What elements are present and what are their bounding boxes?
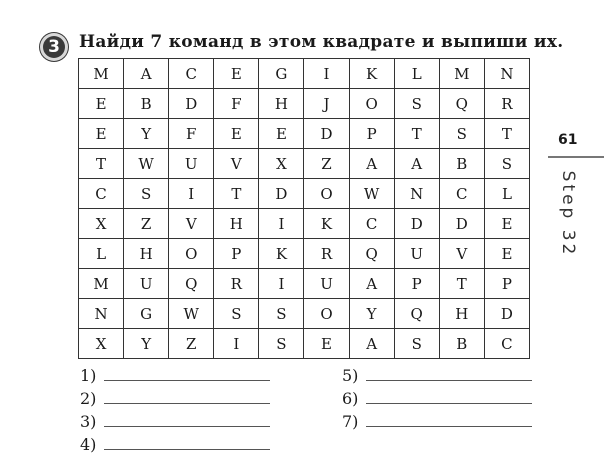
grid-cell: Q — [349, 239, 394, 269]
grid-cell: P — [214, 239, 259, 269]
grid-cell: A — [124, 59, 169, 89]
answer-blank-line[interactable] — [104, 380, 270, 381]
grid-cell: A — [349, 149, 394, 179]
grid-cell: U — [394, 239, 439, 269]
grid-cell: W — [349, 179, 394, 209]
grid-row — [79, 149, 530, 179]
grid-cell: C — [484, 329, 529, 359]
grid-row — [79, 269, 530, 299]
page-divider — [548, 156, 604, 158]
grid-cell: C — [439, 179, 484, 209]
grid-cell: Z — [304, 149, 349, 179]
grid-cell: P — [349, 119, 394, 149]
grid-cell: Q — [439, 89, 484, 119]
grid-cell: P — [394, 269, 439, 299]
answer-item[interactable] — [342, 366, 532, 385]
grid-cell: D — [394, 209, 439, 239]
grid-cell: A — [394, 149, 439, 179]
grid-cell: S — [439, 119, 484, 149]
answer-item[interactable] — [80, 435, 270, 454]
grid-cell: I — [259, 269, 304, 299]
answer-number: 7) — [342, 412, 359, 431]
grid-cell: S — [124, 179, 169, 209]
grid-cell: I — [259, 209, 304, 239]
grid-cell: K — [304, 209, 349, 239]
grid-cell: X — [79, 329, 124, 359]
answer-number: 3) — [80, 412, 97, 431]
grid-cell: K — [259, 239, 304, 269]
grid-cell: H — [259, 89, 304, 119]
grid-cell: A — [349, 269, 394, 299]
grid-cell: A — [349, 329, 394, 359]
grid-cell: D — [439, 209, 484, 239]
grid-cell: C — [169, 59, 214, 89]
grid-cell: W — [169, 299, 214, 329]
grid-cell: S — [259, 299, 304, 329]
grid-cell: H — [439, 299, 484, 329]
grid-cell: G — [124, 299, 169, 329]
answer-number: 6) — [342, 389, 359, 408]
grid-cell: M — [79, 269, 124, 299]
answer-number: 5) — [342, 366, 359, 385]
grid-cell: Q — [169, 269, 214, 299]
page-number: 61 — [558, 132, 578, 148]
grid-cell: T — [484, 119, 529, 149]
grid-row — [79, 89, 530, 119]
answer-blank-line[interactable] — [366, 426, 532, 427]
grid-cell: Q — [394, 299, 439, 329]
grid-cell: O — [169, 239, 214, 269]
answer-blank-line[interactable] — [104, 403, 270, 404]
grid-cell: M — [79, 59, 124, 89]
grid-row — [79, 329, 530, 359]
grid-cell: E — [259, 119, 304, 149]
answer-item[interactable] — [80, 412, 270, 431]
grid-row — [79, 59, 530, 89]
grid-cell: B — [124, 89, 169, 119]
grid-cell: O — [349, 89, 394, 119]
grid-cell: K — [349, 59, 394, 89]
grid-cell: B — [439, 149, 484, 179]
grid-row — [79, 239, 530, 269]
grid-cell: D — [304, 119, 349, 149]
grid-cell: O — [304, 299, 349, 329]
grid-cell: H — [124, 239, 169, 269]
grid-cell: S — [394, 89, 439, 119]
grid-cell: S — [214, 299, 259, 329]
grid-cell: P — [484, 269, 529, 299]
grid-cell: X — [259, 149, 304, 179]
grid-cell: U — [169, 149, 214, 179]
grid-cell: L — [484, 179, 529, 209]
grid-cell: R — [304, 239, 349, 269]
grid-cell: C — [349, 209, 394, 239]
grid-cell: C — [79, 179, 124, 209]
grid-cell: U — [124, 269, 169, 299]
grid-cell: S — [484, 149, 529, 179]
answer-blank-line[interactable] — [366, 380, 532, 381]
answer-number: 4) — [80, 435, 97, 454]
grid-cell: M — [439, 59, 484, 89]
grid-cell: Z — [169, 329, 214, 359]
grid-cell: Z — [124, 209, 169, 239]
grid-cell: T — [79, 149, 124, 179]
answer-item[interactable] — [80, 389, 270, 408]
answer-blank-line[interactable] — [104, 426, 270, 427]
answer-number: 2) — [80, 389, 97, 408]
grid-cell: E — [214, 59, 259, 89]
grid-cell: T — [214, 179, 259, 209]
grid-row — [79, 179, 530, 209]
grid-cell: N — [484, 59, 529, 89]
grid-cell: V — [169, 209, 214, 239]
grid-cell: F — [214, 89, 259, 119]
task-instruction: Найди 7 команд в этом квадрате и выпиши их. — [79, 32, 564, 52]
grid-cell: N — [394, 179, 439, 209]
grid-cell: E — [79, 119, 124, 149]
grid-cell: R — [214, 269, 259, 299]
answer-item[interactable] — [342, 389, 532, 408]
grid-cell: H — [214, 209, 259, 239]
task-number-badge: 3 — [40, 33, 68, 61]
grid-cell: X — [79, 209, 124, 239]
letter-grid — [78, 58, 530, 359]
grid-cell: R — [484, 89, 529, 119]
grid-cell: E — [484, 209, 529, 239]
grid-cell: S — [394, 329, 439, 359]
grid-cell: F — [169, 119, 214, 149]
grid-cell: U — [304, 269, 349, 299]
grid-cell: G — [259, 59, 304, 89]
grid-cell: I — [214, 329, 259, 359]
step-label: Step 32 — [558, 170, 578, 258]
grid-cell: D — [169, 89, 214, 119]
answer-number: 1) — [80, 366, 97, 385]
grid-cell: I — [304, 59, 349, 89]
grid-cell: D — [259, 179, 304, 209]
grid-cell: Y — [124, 119, 169, 149]
grid-cell: E — [214, 119, 259, 149]
grid-cell: E — [304, 329, 349, 359]
grid-cell: I — [169, 179, 214, 209]
grid-cell: Y — [349, 299, 394, 329]
grid-cell: V — [439, 239, 484, 269]
grid-row — [79, 299, 530, 329]
answer-blank-line[interactable] — [104, 449, 270, 450]
grid-cell: O — [304, 179, 349, 209]
answer-blank-line[interactable] — [366, 403, 532, 404]
grid-row — [79, 209, 530, 239]
answer-item[interactable] — [80, 366, 270, 385]
grid-cell: T — [439, 269, 484, 299]
grid-cell: J — [304, 89, 349, 119]
grid-cell: B — [439, 329, 484, 359]
grid-cell: N — [79, 299, 124, 329]
grid-cell: S — [259, 329, 304, 359]
grid-cell: E — [484, 239, 529, 269]
grid-row — [79, 119, 530, 149]
grid-cell: V — [214, 149, 259, 179]
grid-cell: T — [394, 119, 439, 149]
grid-cell: L — [394, 59, 439, 89]
grid-cell: W — [124, 149, 169, 179]
grid-cell: Y — [124, 329, 169, 359]
grid-cell: D — [484, 299, 529, 329]
grid-cell: L — [79, 239, 124, 269]
answer-item[interactable] — [342, 412, 532, 431]
grid-cell: E — [79, 89, 124, 119]
